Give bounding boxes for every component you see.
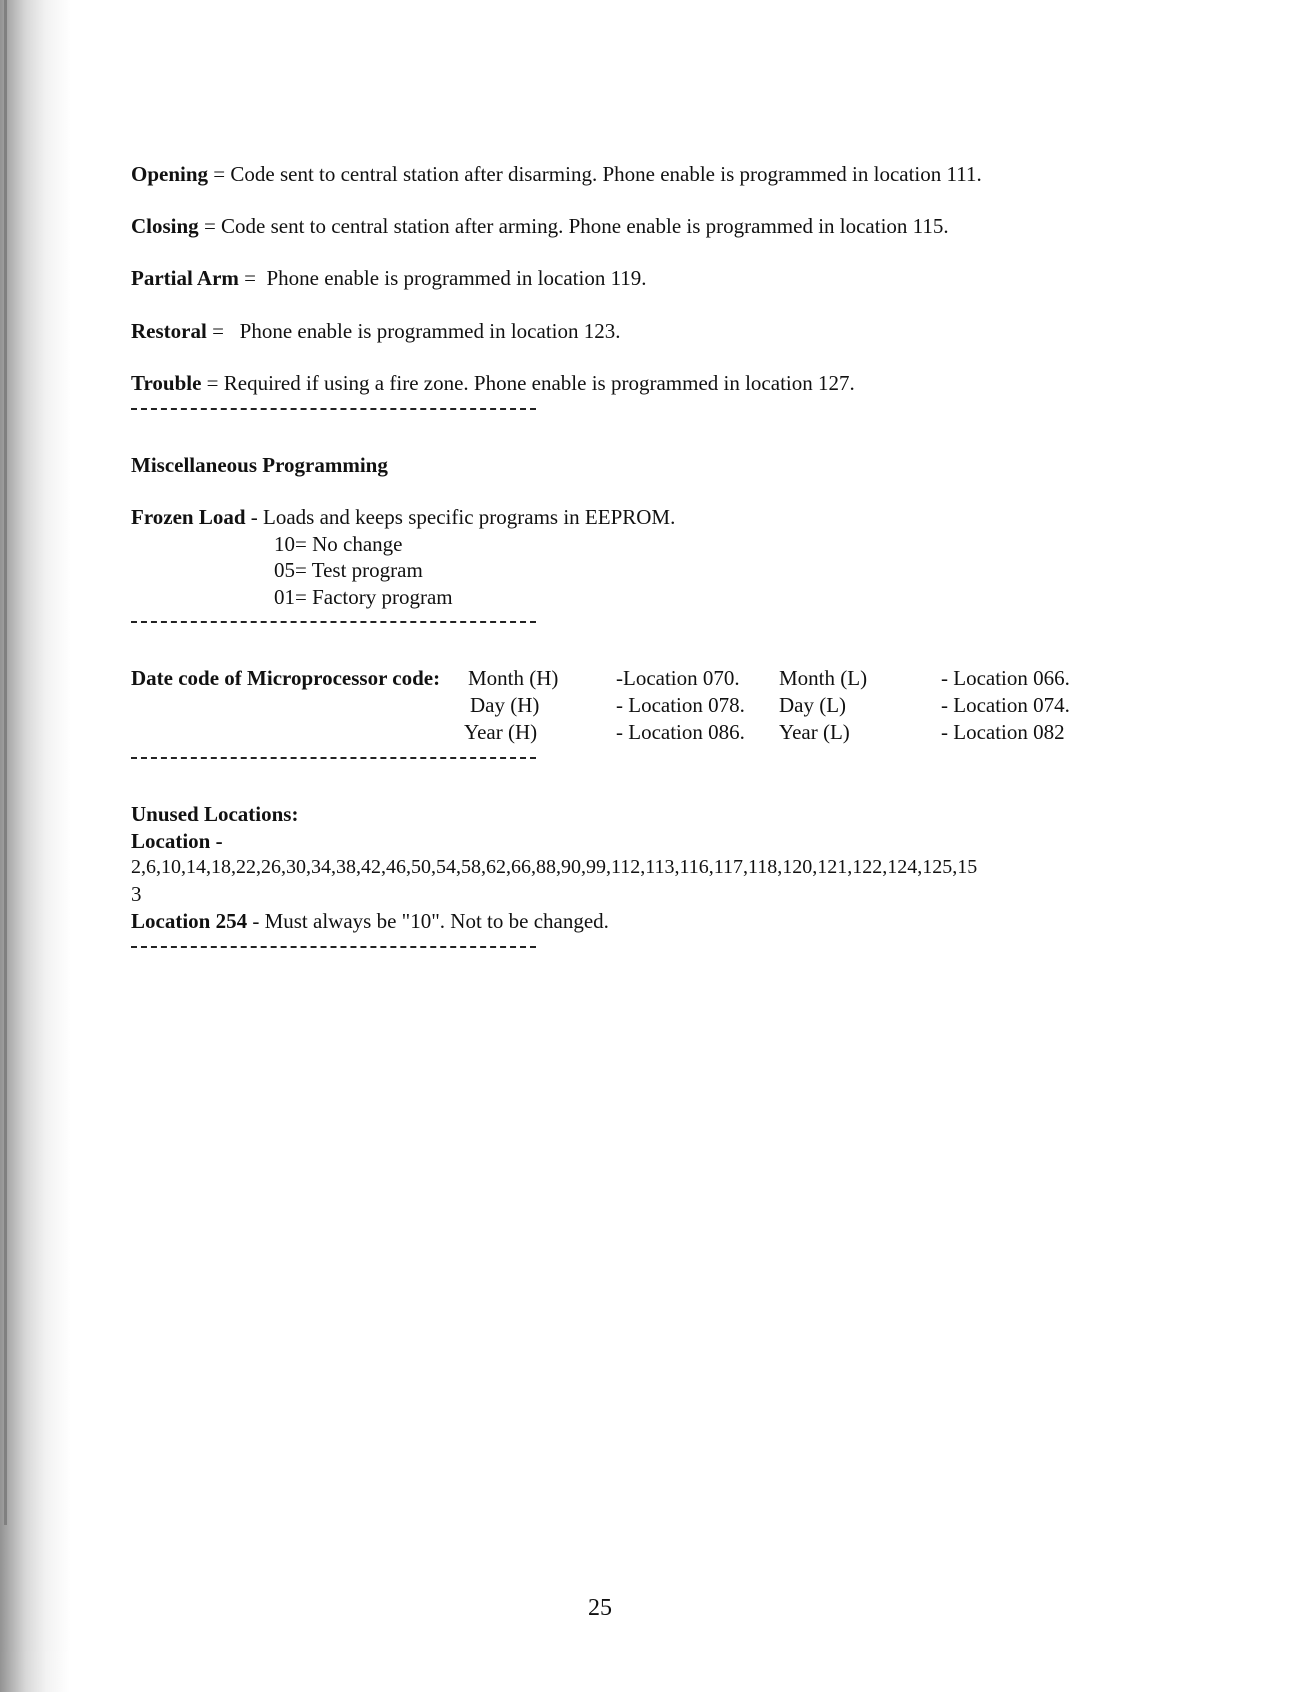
trouble-term: Trouble	[131, 371, 202, 395]
partial-arm-definition	[131, 268, 647, 289]
unused-location-label-text: Location -	[131, 829, 223, 853]
frozen-load-text: - Loads and keeps specific programs in EEPROM.	[245, 505, 676, 529]
opening-text: Code sent to central station after disarming. Phone enable is programmed in location 111.	[230, 162, 982, 186]
date-code-day-h: Day (H)	[470, 693, 540, 717]
date-code-month-h: Month (H)	[468, 666, 559, 690]
trouble-sep: =	[201, 371, 224, 395]
restoral-sep: =	[206, 319, 240, 343]
date-code-day-l: Day (L)	[779, 693, 847, 717]
unused-list-line-1: 2,6,10,14,18,22,26,30,34,38,42,46,50,54,58,62,66,88,90,99,112,113,116,117,118,120,121,122,124,125,15	[131, 856, 978, 878]
date-code-label	[131, 668, 440, 689]
trouble-definition	[131, 373, 855, 394]
frozen-option-10: 10= No change	[274, 532, 403, 556]
date-code-year-l: Year (L)	[779, 720, 850, 744]
frozen-load-term: Frozen Load	[131, 505, 246, 529]
unused-heading-text: Unused Locations:	[131, 802, 299, 826]
closing-sep: =	[198, 214, 222, 238]
partial-arm-term: Partial Arm	[131, 266, 239, 290]
unused-location-label	[131, 831, 223, 852]
restoral-text: Phone enable is programmed in location 123.	[239, 319, 621, 343]
restoral-definition	[131, 321, 621, 342]
frozen-load-line	[131, 507, 675, 528]
date-code-month-l-location: - Location 066.	[941, 666, 1070, 690]
opening-sep: =	[208, 162, 231, 186]
opening-term: Opening	[131, 162, 209, 186]
date-code-year-l-location: - Location 082	[941, 720, 1065, 744]
date-code-year-h: Year (H)	[464, 720, 538, 744]
closing-definition	[131, 216, 949, 237]
partial-arm-text: Phone enable is programmed in location 119.	[266, 266, 647, 290]
unused-heading	[131, 804, 298, 825]
date-code-day-h-location: - Location 078.	[616, 693, 745, 717]
restoral-term: Restoral	[131, 319, 207, 343]
frozen-option-05: 05= Test program	[274, 558, 423, 582]
date-code-year-h-location: - Location 086.	[616, 720, 745, 744]
closing-text: Code sent to central station after arming. Phone enable is programmed in location 115.	[221, 214, 949, 238]
section-divider	[131, 757, 536, 759]
section-divider	[131, 621, 536, 623]
scan-shadow-edge	[0, 0, 78, 1692]
date-code-day-l-location: - Location 074.	[941, 693, 1070, 717]
date-code-month-h-location: -Location 070.	[616, 666, 740, 690]
location-254-line	[131, 911, 609, 932]
frozen-option-01: 01= Factory program	[274, 585, 453, 609]
date-code-label-text: Date code of Microprocessor code:	[131, 666, 441, 690]
misc-heading-text: Miscellaneous Programming	[131, 453, 388, 477]
section-divider	[131, 408, 536, 410]
date-code-month-l: Month (L)	[779, 666, 868, 690]
trouble-text: Required if using a fire zone. Phone enable is programmed in location 127.	[223, 371, 855, 395]
closing-term: Closing	[131, 214, 199, 238]
location-254-text: - Must always be "10". Not to be changed.	[247, 909, 609, 933]
location-254-term: Location 254	[131, 909, 248, 933]
misc-heading	[131, 455, 388, 476]
partial-arm-sep: =	[238, 266, 267, 290]
page-number: 25	[588, 1595, 612, 1621]
section-divider	[131, 946, 536, 948]
unused-list-line-2: 3	[131, 882, 142, 906]
opening-definition	[131, 164, 982, 185]
